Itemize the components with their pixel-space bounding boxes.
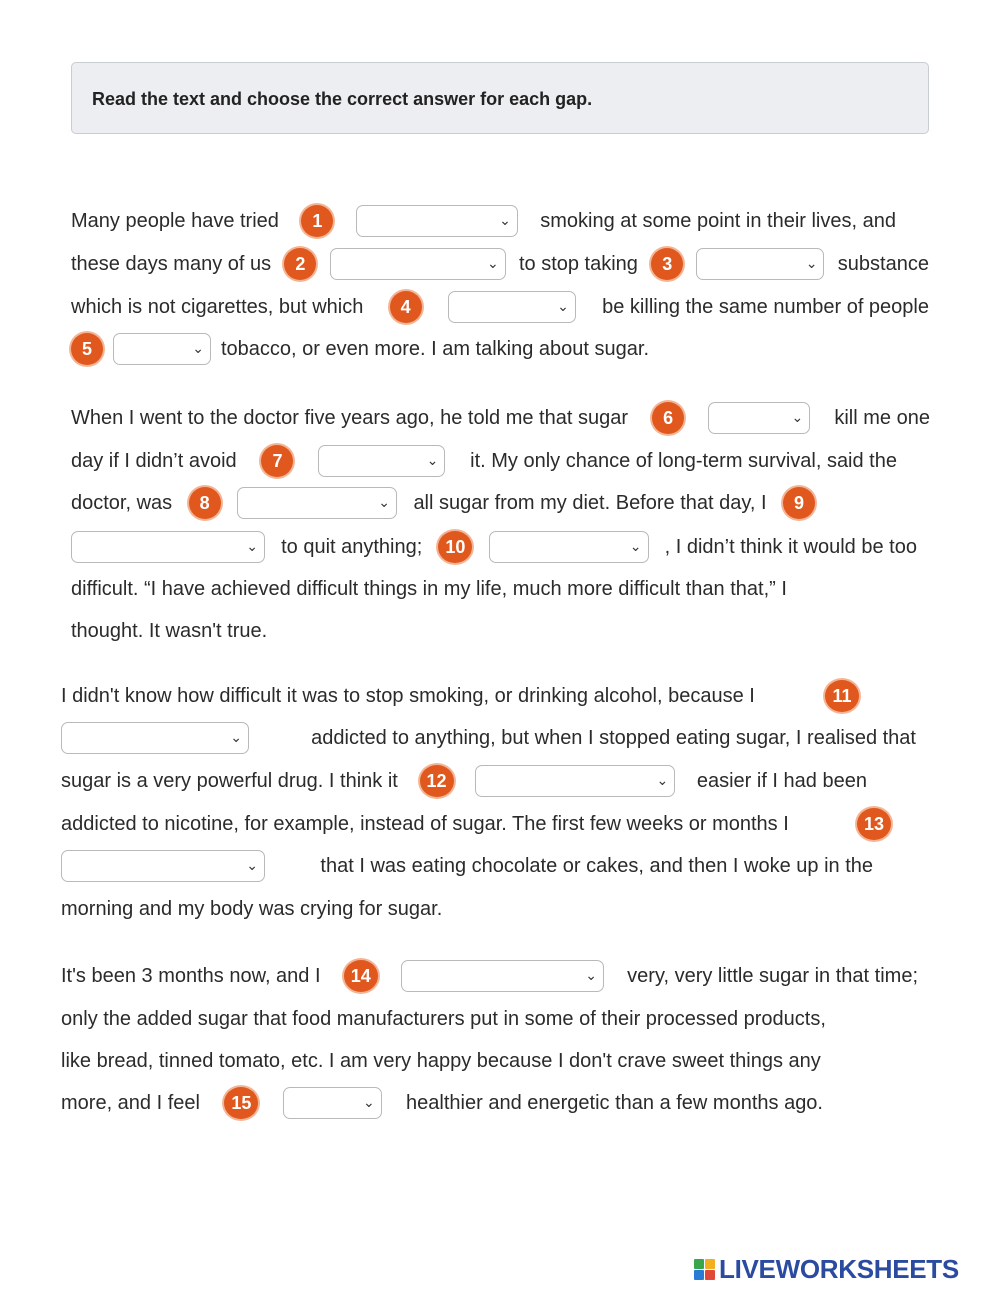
text-line	[61, 1041, 929, 1081]
gap-number-badge: 14	[344, 960, 378, 992]
logo-square	[705, 1259, 715, 1269]
text-line	[71, 329, 929, 369]
logo-square	[694, 1270, 704, 1280]
gap-number-badge: 9	[783, 487, 815, 519]
chevron-down-icon	[585, 967, 597, 984]
text-segment: morning and my body was crying for sugar.	[61, 897, 443, 920]
gap-10-select[interactable]	[489, 531, 649, 563]
text-segment: which is not cigarettes, but which	[71, 295, 364, 318]
text-line	[71, 398, 930, 438]
chevron-down-icon	[427, 452, 439, 469]
gap-number-badge: 12	[420, 765, 454, 797]
text-line	[61, 761, 867, 801]
gap-number-badge: 7	[261, 445, 293, 477]
gap-number-badge: 1	[301, 205, 333, 237]
gap-7-select[interactable]	[318, 445, 445, 477]
chevron-down-icon	[557, 298, 569, 315]
text-line	[61, 889, 929, 929]
gap-9-select[interactable]	[71, 531, 265, 563]
chevron-down-icon	[499, 212, 511, 229]
gap-number-badge: 8	[189, 487, 221, 519]
text-line	[61, 718, 916, 758]
text-line	[61, 1083, 823, 1123]
text-segment: sugar is a very powerful drug. I think it	[61, 769, 398, 792]
text-segment: , I didn’t think it would be too	[664, 535, 917, 558]
text-segment: When I went to the doctor five years ago, he told me that sugar	[71, 406, 628, 429]
text-segment: Many people have tried	[71, 209, 279, 232]
instruction-text: Read the text and choose the correct answer for each gap.	[92, 89, 593, 109]
text-segment: substance	[837, 252, 929, 275]
gap-number-badge: 2	[284, 248, 316, 280]
text-segment: tobacco, or even more. I am talking about sugar.	[221, 337, 650, 360]
text-segment: like bread, tinned tomato, etc. I am very happy because I don't crave sweet things any	[61, 1049, 821, 1072]
text-segment: be killing the same number of people	[602, 295, 929, 318]
chevron-down-icon	[487, 255, 499, 272]
text-line	[71, 244, 929, 284]
gap-3-select[interactable]	[696, 248, 824, 280]
text-segment: to quit anything;	[281, 535, 423, 558]
chevron-down-icon	[630, 538, 642, 555]
text-line	[61, 956, 918, 996]
gap-12-select[interactable]	[475, 765, 675, 797]
text-segment: all sugar from my diet. Before that day, I	[413, 491, 767, 514]
gap-number-badge: 11	[825, 680, 859, 712]
gap-number-badge: 3	[651, 248, 683, 280]
logo-text: LIVEWORKSHEETS	[719, 1253, 959, 1284]
gap-number-badge: 15	[224, 1087, 258, 1119]
chevron-down-icon	[806, 255, 818, 272]
text-segment: healthier and energetic than a few months ago.	[406, 1091, 823, 1114]
chevron-down-icon	[246, 857, 258, 874]
chevron-down-icon	[246, 538, 258, 555]
text-line	[61, 676, 859, 716]
chevron-down-icon	[378, 494, 390, 511]
gap-number-badge: 4	[390, 291, 422, 323]
liveworksheets-logo	[694, 1254, 959, 1284]
gap-11-select[interactable]	[61, 722, 249, 754]
chevron-down-icon	[230, 729, 242, 746]
gap-8-select[interactable]	[237, 487, 397, 519]
text-segment: to stop taking	[518, 252, 638, 275]
gap-4-select[interactable]	[448, 291, 576, 323]
text-segment: difficult. “I have achieved difficult things in my life, much more difficult than that,” I	[71, 577, 787, 600]
chevron-down-icon	[192, 340, 204, 357]
instruction-box	[71, 62, 929, 134]
chevron-down-icon	[363, 1094, 375, 1111]
text-segment: kill me one	[834, 406, 930, 429]
logo-square	[705, 1270, 715, 1280]
gap-6-select[interactable]	[708, 402, 810, 434]
text-segment: only the added sugar that food manufacturers put in some of their processed products,	[61, 1007, 826, 1030]
gap-13-select[interactable]	[61, 850, 265, 882]
gap-number-badge: 5	[71, 333, 103, 365]
gap-1-select[interactable]	[356, 205, 518, 237]
text-line	[61, 804, 891, 844]
text-line	[71, 611, 929, 651]
gap-number-badge: 10	[438, 531, 472, 563]
text-segment: more, and I feel	[61, 1091, 200, 1114]
text-line	[71, 287, 929, 327]
text-segment: smoking at some point in their lives, and	[540, 209, 896, 232]
text-segment: that I was eating chocolate or cakes, and then I woke up in the	[320, 854, 873, 877]
gap-14-select[interactable]	[401, 960, 604, 992]
text-segment: doctor, was	[71, 491, 173, 514]
text-segment: addicted to nicotine, for example, instead of sugar. The first few weeks or months I	[61, 812, 789, 835]
gap-number-badge: 13	[857, 808, 891, 840]
text-segment: addicted to anything, but when I stopped eating sugar, I realised that	[311, 726, 916, 749]
text-segment: It's been 3 months now, and I	[61, 964, 321, 987]
gap-5-select[interactable]	[113, 333, 211, 365]
text-line	[71, 441, 897, 481]
chevron-down-icon	[792, 409, 804, 426]
text-segment: thought. It wasn't true.	[71, 619, 268, 642]
gap-number-badge: 6	[652, 402, 684, 434]
text-segment: easier if I had been	[696, 769, 867, 792]
text-segment: it. My only chance of long-term survival, said the	[470, 449, 897, 472]
text-line	[61, 846, 873, 886]
text-segment: day if I didn’t avoid	[71, 449, 237, 472]
text-line	[71, 527, 917, 567]
gap-15-select[interactable]	[283, 1087, 382, 1119]
text-line	[71, 201, 896, 241]
text-line	[71, 569, 929, 609]
gap-2-select[interactable]	[330, 248, 506, 280]
logo-mark-icon	[694, 1259, 715, 1280]
chevron-down-icon	[656, 772, 668, 789]
text-line	[61, 999, 929, 1039]
text-segment: I didn't know how difficult it was to stop smoking, or drinking alcohol, because I	[61, 684, 755, 707]
text-line	[71, 483, 815, 523]
text-segment: these days many of us	[71, 252, 272, 275]
logo-square	[694, 1259, 704, 1269]
text-segment: very, very little sugar in that time;	[627, 964, 918, 987]
